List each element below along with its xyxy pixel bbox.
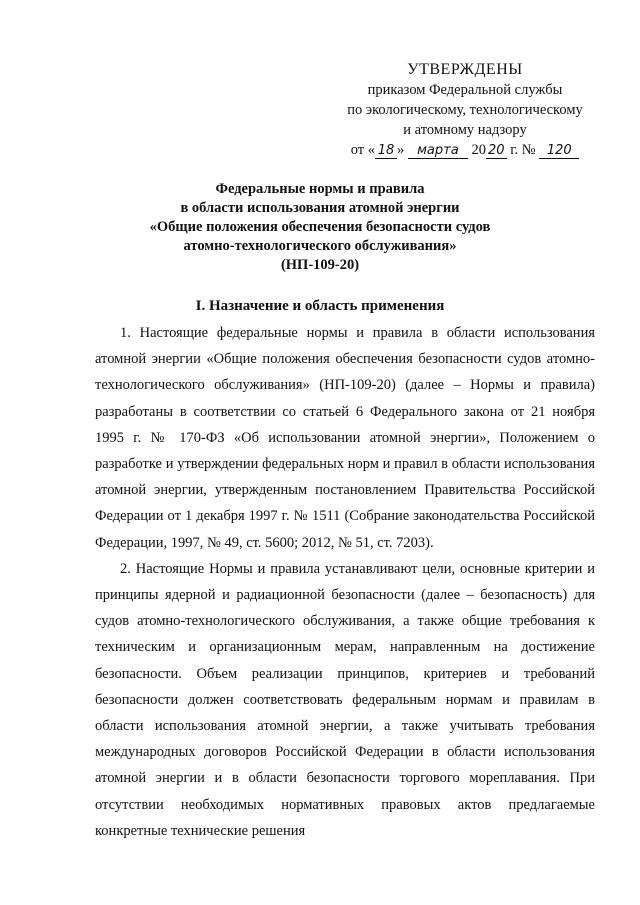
paragraph-2: 2. Настоящие Нормы и правила устанавливают цели, основные критерии и принципы ядерной и радиационной безопасности (далее – безопасность) для судов атомно-технологического обслуживания, а также общие требования к техническим и организационным мерам, направленным на достижение безопасности. Объем реализации принципов, критериев и требований безопасности должен соответствовать федеральным нормам и правилам в области использования атомной энергии, а также учитывать требования международных договоров Российской Федерации в области использования атомной энергии и в области безопасности торгового мореплавания. При отсутствии необходимых нормативных правовых актов предлагаемые конкретные технические решения bbox=[95, 560, 595, 839]
date-separator: » bbox=[397, 142, 405, 158]
approval-line-1: приказом Федеральной службы bbox=[367, 82, 563, 98]
approval-heading: УТВЕРЖДЕНЫ bbox=[407, 61, 523, 78]
handwritten-day: 18 bbox=[375, 144, 397, 159]
date-year-prefix: 20 bbox=[471, 142, 487, 158]
title-line-1: Федеральные нормы и правила bbox=[215, 181, 425, 197]
title-line-4: атомно-технологического обслуживания» bbox=[183, 238, 457, 254]
title-line-5: (НП-109-20) bbox=[280, 257, 360, 273]
approval-date-line bbox=[330, 140, 600, 160]
date-year-suffix: г. № bbox=[510, 142, 536, 158]
handwritten-order-number: 120 bbox=[539, 144, 579, 159]
handwritten-month: марта bbox=[408, 144, 468, 159]
document-title bbox=[120, 180, 520, 275]
paragraph-1: 1. Настоящие федеральные нормы и правила в области использования атомной энергии «Общие положения обеспечения безопасности судов атомно-технологического обслуживания» (НП-109-20) (далее – Нормы и правила) разработаны в соответствии со статьей 6 Федерального закона от 21 ноября 1995 г. № 170-ФЗ «Об использовании атомной энергии», Положением о разработке и утверждении федеральных норм и правил в области использования атомной энергии, утвержденным постановлением Правительства Российской Федерации от 1 декабря 1997 г. № 1511 (Собрание законодательства Российской Федерации, 1997, № 49, ст. 5600; 2012, № 51, ст. 7203). bbox=[95, 325, 595, 551]
handwritten-year: 20 bbox=[488, 143, 505, 158]
date-prefix: от « bbox=[350, 142, 376, 158]
approval-line-2: по экологическому, технологическому bbox=[347, 102, 583, 118]
approval-block bbox=[330, 60, 600, 160]
title-line-3: «Общие положения обеспечения безопасности судов bbox=[149, 219, 491, 235]
body-text bbox=[95, 320, 595, 844]
section-heading: I. Назначение и область применения bbox=[195, 298, 445, 314]
title-line-2: в области использования атомной энергии bbox=[180, 200, 460, 216]
approval-line-3: и атомному надзору bbox=[403, 122, 527, 138]
